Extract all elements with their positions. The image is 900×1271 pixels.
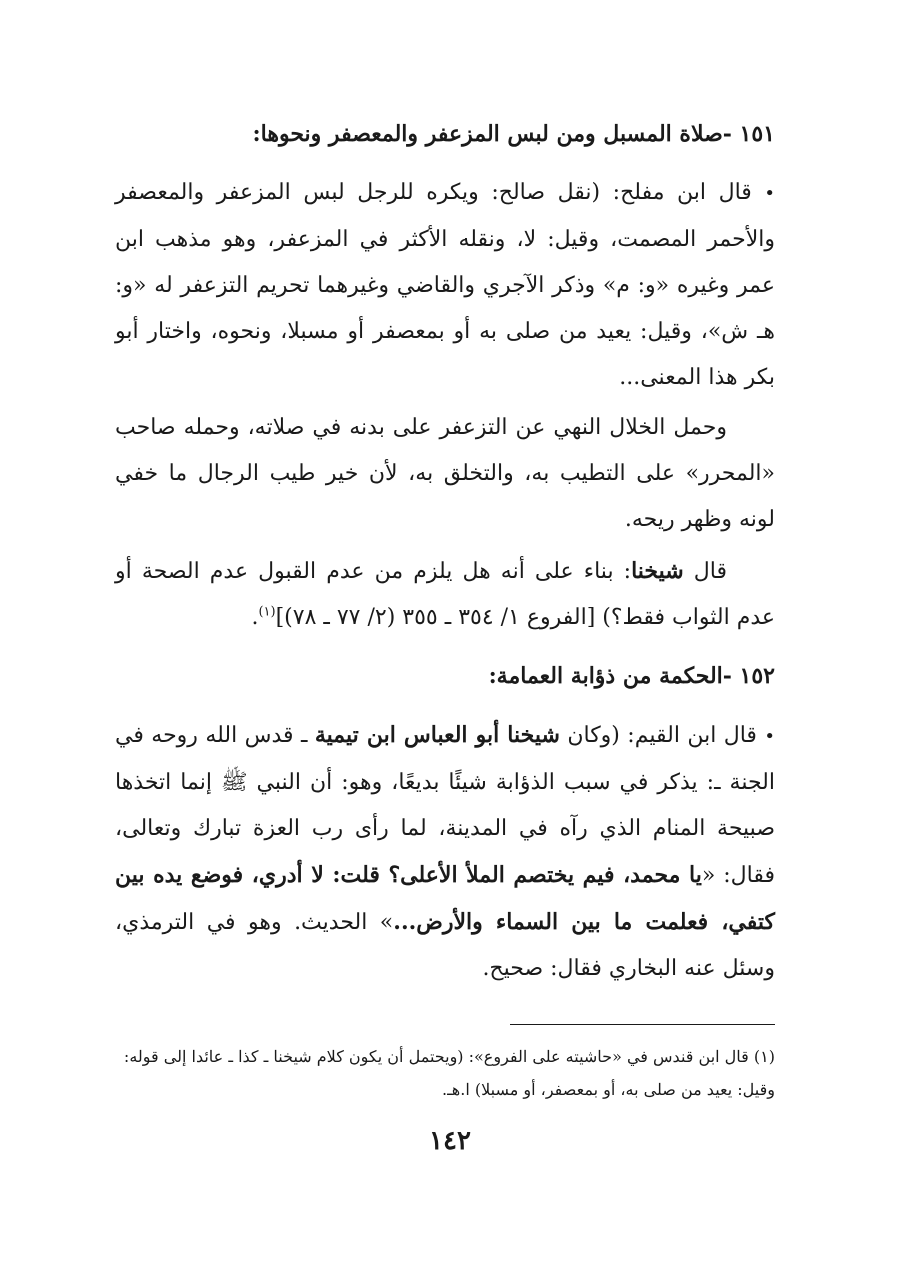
footnote: [115, 1040, 775, 1106]
paragraph-tail: » الحديث. وهو في الترمذي، وسئل عنه البخاري فقال: صحيح.: [115, 910, 775, 981]
paragraph-lead: قال ابن القيم: (وكان: [559, 723, 757, 748]
shaykh-name: شيخنا أبو العباس ابن تيمية: [314, 722, 560, 748]
page-number: ١٤٢: [429, 1126, 471, 1156]
footnote-marker: (١): [753, 1047, 775, 1066]
paragraph-text: ـ قدس الله روحه في الجنة ـ: يذكر في سبب الذؤابة شيئًا بديعًا، وهو: أن النبي ﷺ إنما اتخذها صبيحة المنام الذي رآه في المدينة، لما رأى رب العزة تبارك وتعالى، فقال: «: [115, 723, 775, 888]
footnote-divider: [510, 1024, 775, 1025]
shaykh-name: شيخنا: [631, 558, 684, 584]
footnote-text: قال ابن قندس في «حاشيته على الفروع»: (ويحتمل أن يكون كلام شيخنا ـ كذا ـ عائدا إلى قوله: وقيل: يعيد من صلى به، أو بمعصفر، أو مسبلا) ا.هـ.: [123, 1047, 775, 1099]
section-151-paragraph-3: [115, 548, 775, 641]
bullet-mark: •: [764, 726, 775, 747]
footnote-reference[interactable]: (١): [258, 604, 276, 620]
section-152-heading: ١٥٢ -الحكمة من ذؤابة العمامة:: [488, 663, 775, 689]
section-152-paragraph-1: [115, 712, 775, 992]
hadith-quote: يا محمد، فيم يختصم الملأ الأعلى؟ قلت: لا أدري، فوضع يده بين كتفي، فعلمت ما بين السماء والأرض...: [115, 862, 776, 935]
section-151-heading: ١٥١ -صلاة المسبل ومن لبس المزعفر والمعصفر ونحوها:: [252, 121, 775, 147]
section-151-paragraph-2: وحمل الخلال النهي عن التزعفر على بدنه في صلاته، وحمله صاحب «المحرر» على التطيب به، والتخلق به، لأن خير طيب الرجال ما خفي لونه وظهر ريحه.: [115, 415, 775, 532]
paragraph-text: قال ابن مفلح: (نقل صالح: ويكره للرجل لبس المزعفر والمعصفر والأحمر المصمت، وقيل: لا، ونقله الأكثر في المزعفر، وهو مذهب ابن عمر وغيره «و: م» وذكر الآجري والقاضي وغيرهما تحريم التزعفر له «و: هـ ش»، وقيل: يعيد من صلى به أو بمعصفر أو مسبلا، ونحوه، واختار أبو بكر هذا المعنى...: [115, 180, 775, 390]
paragraph-lead: قال: [683, 559, 727, 584]
paragraph-text: : بناء على أنه هل يلزم من عدم القبول عدم الصحة أو عدم الثواب فقط؟) [الفروع ١/ ٣٥٤ ـ ٣٥٥ (٢/ ٧٧ ـ ٧٨)]: [115, 559, 775, 630]
paragraph-end: .: [251, 605, 259, 630]
section-151-paragraph-1: [115, 170, 775, 401]
bullet-mark: •: [764, 183, 776, 204]
